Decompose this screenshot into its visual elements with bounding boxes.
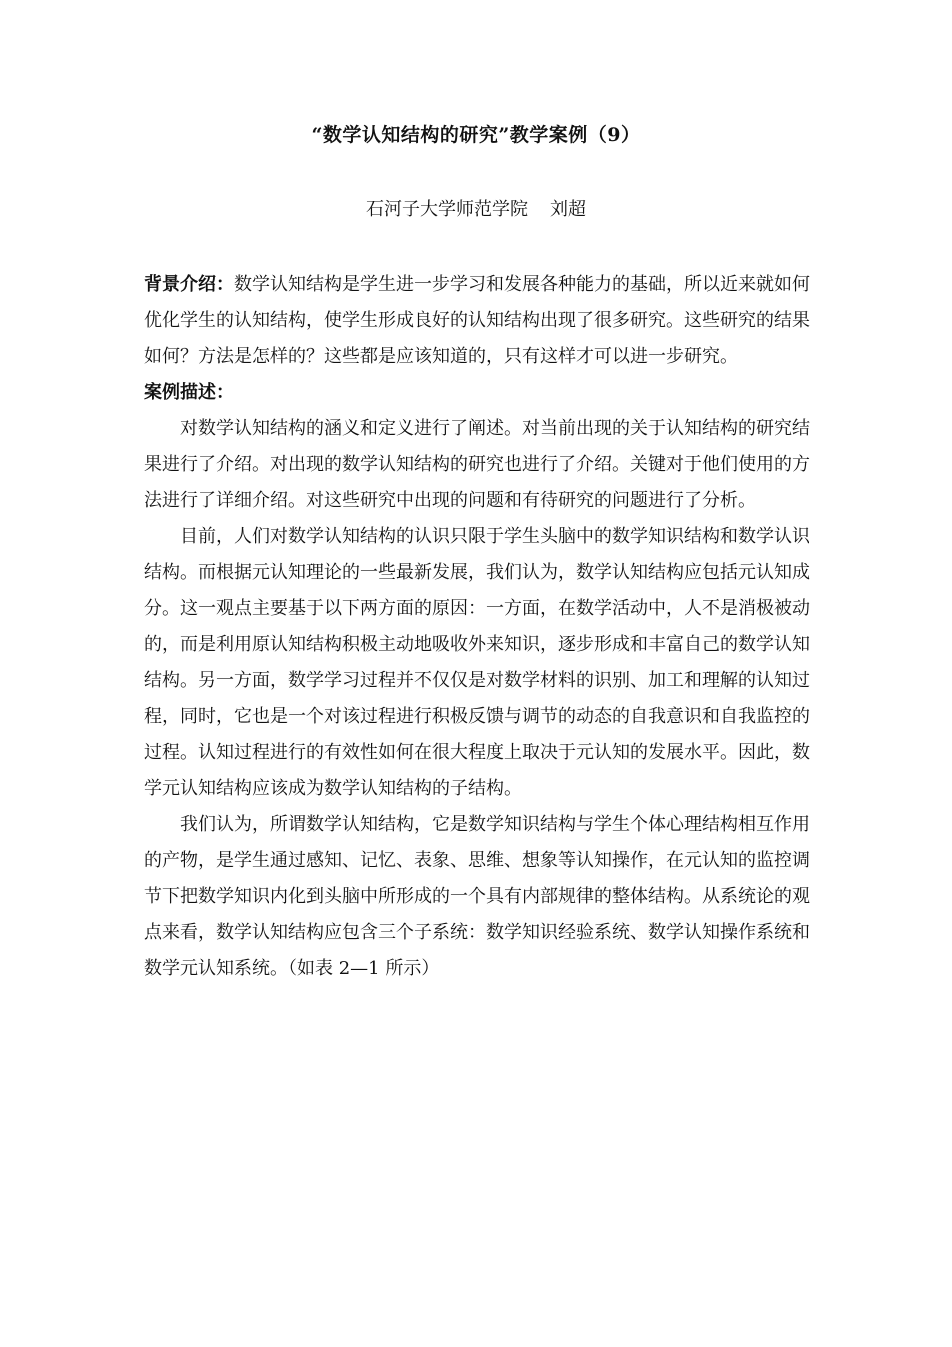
case-paragraph-2: 目前，人们对数学认知结构的认识只限于学生头脑中的数学知识结构和数学认识结构。而根据元认知理论的一些最新发展，我们认为，数学认知结构应包括元认知成分。这一观点主要基于以下两方面的原因：一方面，在数学活动中，人不是消极被动的，而是利用原认知结构积极主动地吸收外来知识，逐步形成和丰富自己的数学认知结构。另一方面，数学学习过程并不仅仅是对数学材料的识别、加工和理解的认知过程，同时，它也是一个对该过程进行积极反馈与调节的动态的自我意识和自我监控的过程。认知过程进行的有效性如何在很大程度上取决于元认知的发展水平。因此，数学元认知结构应该成为数学认知结构的子结构。 bbox=[144, 526, 810, 799]
background-paragraph bbox=[144, 267, 810, 375]
author-name: 刘超 bbox=[550, 199, 586, 220]
background-text: 数学认知结构是学生进一步学习和发展各种能力的基础，所以近来就如何优化学生的认知结构，使学生形成良好的认知结构出现了很多研究。这些研究的结果如何？方法是怎样的？这些都是应该知道的，只有这样才可以进一步研究。 bbox=[144, 274, 810, 367]
document-body bbox=[144, 267, 810, 987]
case-paragraph-3: 我们认为，所谓数学认知结构，它是数学知识结构与学生个体心理结构相互作用的产物，是学生通过感知、记忆、表象、思维、想象等认知操作，在元认知的监控调节下把数学知识内化到头脑中所形成的一个具有内部规律的整体结构。从系统论的观点来看，数学认知结构应包含三个子系统：数学知识经验系统、数学认知操作系统和数学元认知系统。（如表 2—1 所示） bbox=[144, 814, 810, 979]
case-paragraph-1: 对数学认知结构的涵义和定义进行了阐述。对当前出现的关于认知结构的研究结果进行了介绍。对出现的数学认知结构的研究也进行了介绍。关键对于他们使用的方法进行了详细介绍。对这些研究中出现的问题和有待研究的问题进行了分析。 bbox=[144, 418, 810, 511]
document-title: “数学认知结构的研究”教学案例（9） bbox=[311, 124, 641, 146]
case-heading: 案例描述： bbox=[144, 382, 234, 403]
author-institution: 石河子大学师范学院 bbox=[366, 199, 528, 220]
author-line bbox=[0, 196, 952, 224]
background-label: 背景介绍： bbox=[144, 274, 234, 295]
